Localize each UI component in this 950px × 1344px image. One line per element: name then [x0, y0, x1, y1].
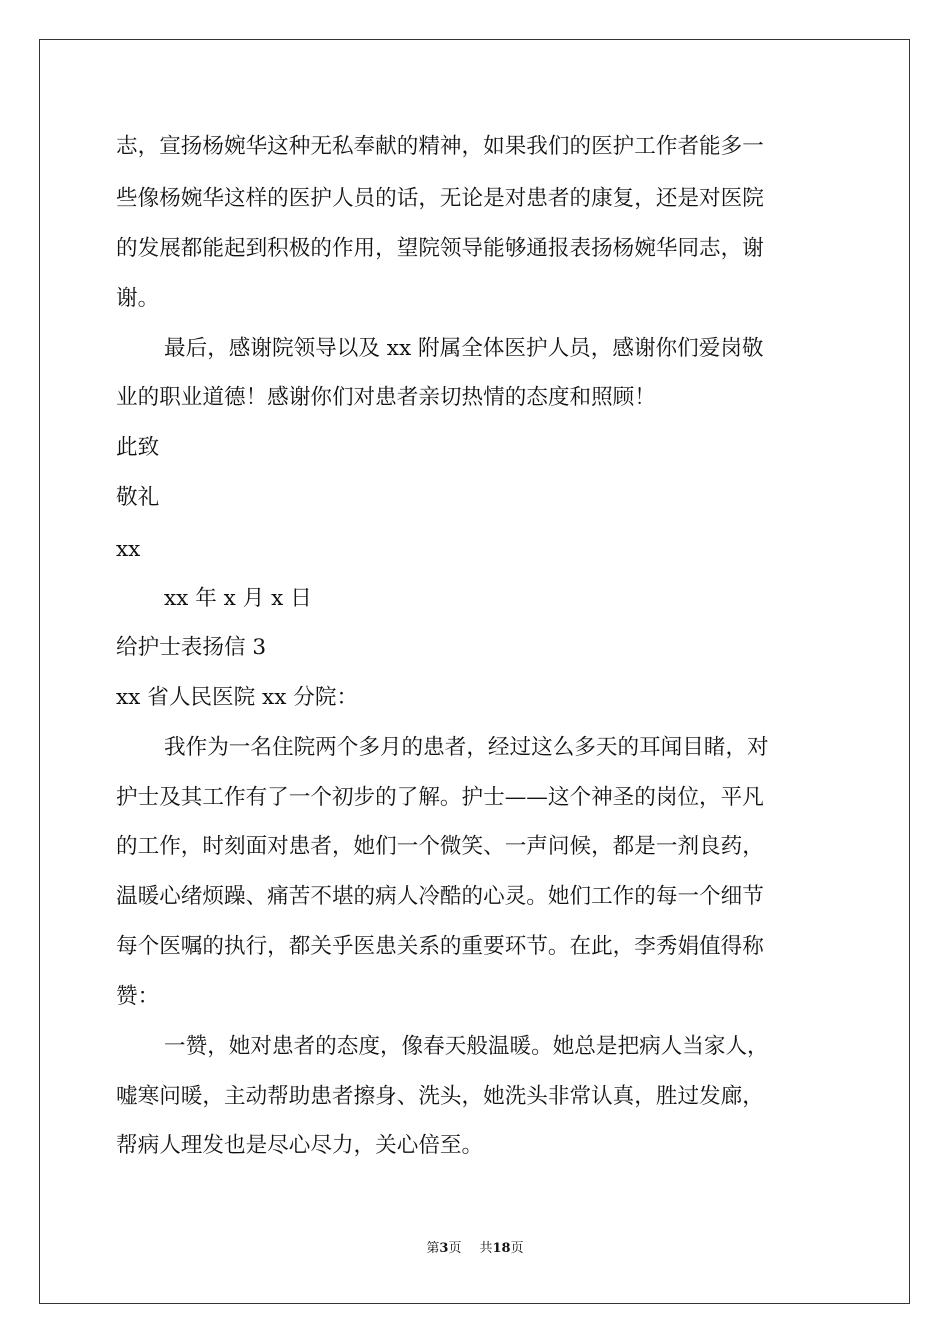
- text-line: 嘘寒问暖，主动帮助患者擦身、洗头，她洗头非常认真，胜过发廊，: [116, 1084, 764, 1109]
- text-line: 些像杨婉华这样的医护人员的话，无论是对患者的康复，还是对医院: [116, 186, 764, 211]
- closing-regards: 敬礼: [116, 485, 160, 510]
- text-line: 赞：: [116, 984, 160, 1009]
- text-line: 最后，感谢院领导以及 xx 附属全体医护人员，感谢你们爱岗敬: [164, 336, 764, 361]
- text-line: 志，宣扬杨婉华这种无私奉献的精神，如果我们的医护工作者能多一: [116, 134, 764, 159]
- page-border: [39, 39, 910, 1304]
- page-number: 3: [439, 1241, 449, 1256]
- text-line: 每个医嘱的执行，都关乎医患关系的重要环节。在此，李秀娟值得称: [116, 934, 764, 959]
- total-suffix: 页: [510, 1241, 524, 1256]
- page-prefix: 第: [426, 1241, 440, 1256]
- date-line: xx 年 x 月 x 日: [164, 586, 312, 611]
- page-footer: [0, 1241, 950, 1257]
- text-line: 我作为一名住院两个多月的患者，经过这么多天的耳闻目睹，对: [164, 735, 769, 760]
- text-line: 谢。: [116, 286, 160, 311]
- text-line: 帮病人理发也是尽心尽力，关心倍至。: [116, 1133, 484, 1158]
- total-pages: 18: [492, 1241, 511, 1256]
- signature: xx: [116, 537, 141, 562]
- text-line: 的工作，时刻面对患者，她们一个微笑、一声问候，都是一剂良药，: [116, 834, 764, 859]
- page-suffix: 页: [448, 1241, 462, 1256]
- text-line: 一赞，她对患者的态度，像春天般温暖。她总是把病人当家人，: [164, 1034, 769, 1059]
- text-line: 业的职业道德！感谢你们对患者亲切热情的态度和照顾！: [116, 385, 656, 410]
- total-prefix: 共: [479, 1241, 493, 1256]
- section-title: 给护士表扬信 3: [116, 635, 267, 660]
- recipient-line: xx 省人民医院 xx 分院：: [116, 685, 359, 710]
- text-line: 温暖心绪烦躁、痛苦不堪的病人冷酷的心灵。她们工作的每一个细节: [116, 884, 764, 909]
- closing-salutation: 此致: [116, 435, 160, 460]
- text-line: 的发展都能起到积极的作用，望院领导能够通报表扬杨婉华同志，谢: [116, 236, 764, 261]
- text-line: 护士及其工作有了一个初步的了解。护士——这个神圣的岗位，平凡: [116, 785, 764, 810]
